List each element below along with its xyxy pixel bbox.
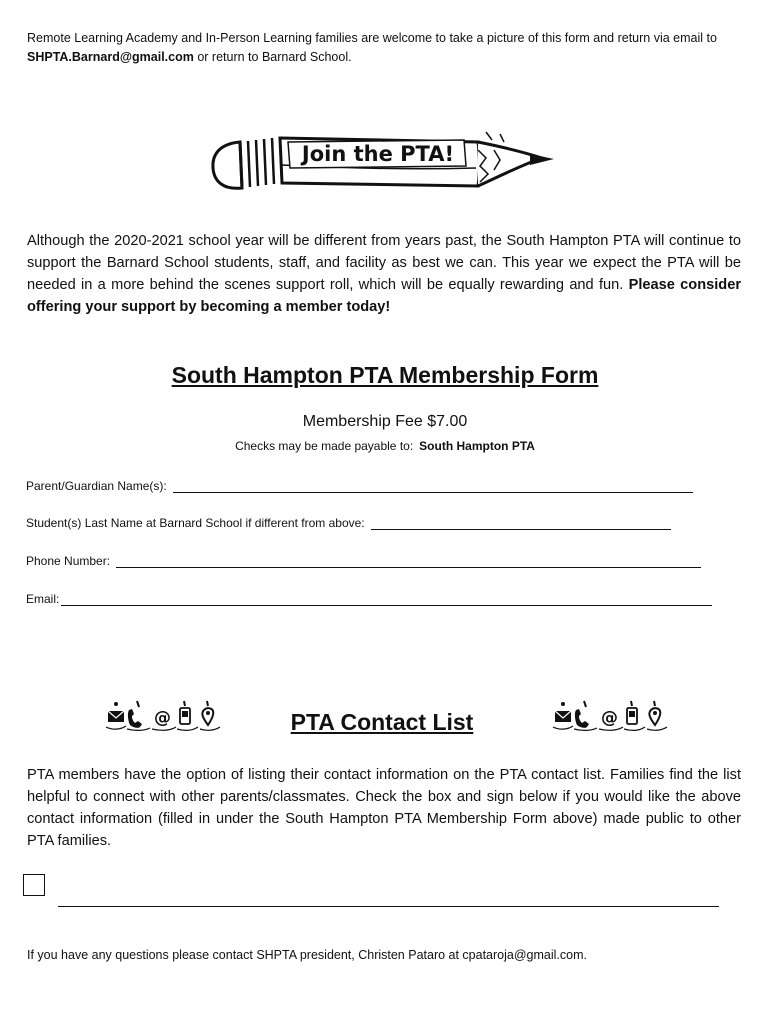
email-input[interactable] (61, 591, 712, 606)
checks-payable (0, 439, 770, 453)
contact-list-title: PTA Contact List (290, 709, 474, 735)
intro-text-before: Remote Learning Academy and In-Person Learning families are welcome to take a picture of this form and return via email to (27, 31, 717, 45)
email-field (26, 591, 712, 606)
contact-list-checkbox[interactable] (23, 874, 45, 896)
support-paragraph (27, 230, 741, 318)
membership-form-title: South Hampton PTA Membership Form (171, 362, 599, 388)
phone-input[interactable] (116, 553, 701, 568)
phone-label: Phone Number: (26, 554, 111, 568)
student-name-input[interactable] (371, 515, 671, 530)
phone-field (26, 553, 701, 568)
return-email[interactable]: SHPTA.Barnard@gmail.com (27, 50, 194, 64)
checks-payee: South Hampton PTA (419, 439, 535, 453)
support-cta: Please consider offering your support by becoming a member today! (27, 277, 742, 315)
intro-note (27, 29, 747, 67)
footer-contact-note: If you have any questions please contact SHPTA president, Christen Pataro at cpataroja@gmail.com. (27, 948, 587, 962)
student-name-field (26, 515, 671, 530)
intro-text-after: or return to Barnard School. (193, 50, 352, 64)
contact-list-paragraph: PTA members have the option of listing their contact information on the PTA contact list. Families find the list helpful to connect with other parents/classmates. Check the box and sign below if you would like the above contact information (filled in under the South Hampton PTA Membership Form above) made public to other PTA families. (27, 767, 741, 849)
membership-fee: Membership Fee $7.00 (302, 413, 468, 430)
pencil-banner (208, 128, 558, 200)
support-text: Although the 2020-2021 school year will be different from years past, the South Hampton PTA will continue to support the Barnard School students, staff, and facility as best we can. This year we expect the PTA will be needed in a more behind the scenes support roll, which will be equally rewarding and fun. (27, 233, 741, 293)
svg-text:@: @ (154, 708, 171, 728)
checks-label: Checks may be made payable to: (235, 439, 414, 453)
parent-name-field (26, 478, 693, 493)
banner-text: Join the PTA! (301, 142, 455, 166)
signature-line[interactable] (58, 906, 719, 907)
email-label: Email: (26, 592, 60, 606)
student-name-label: Student(s) Last Name at Barnard School if different from above: (26, 516, 365, 530)
parent-name-input[interactable] (173, 478, 693, 493)
svg-text:@: @ (601, 708, 618, 728)
parent-name-label: Parent/Guardian Name(s): (26, 479, 167, 493)
